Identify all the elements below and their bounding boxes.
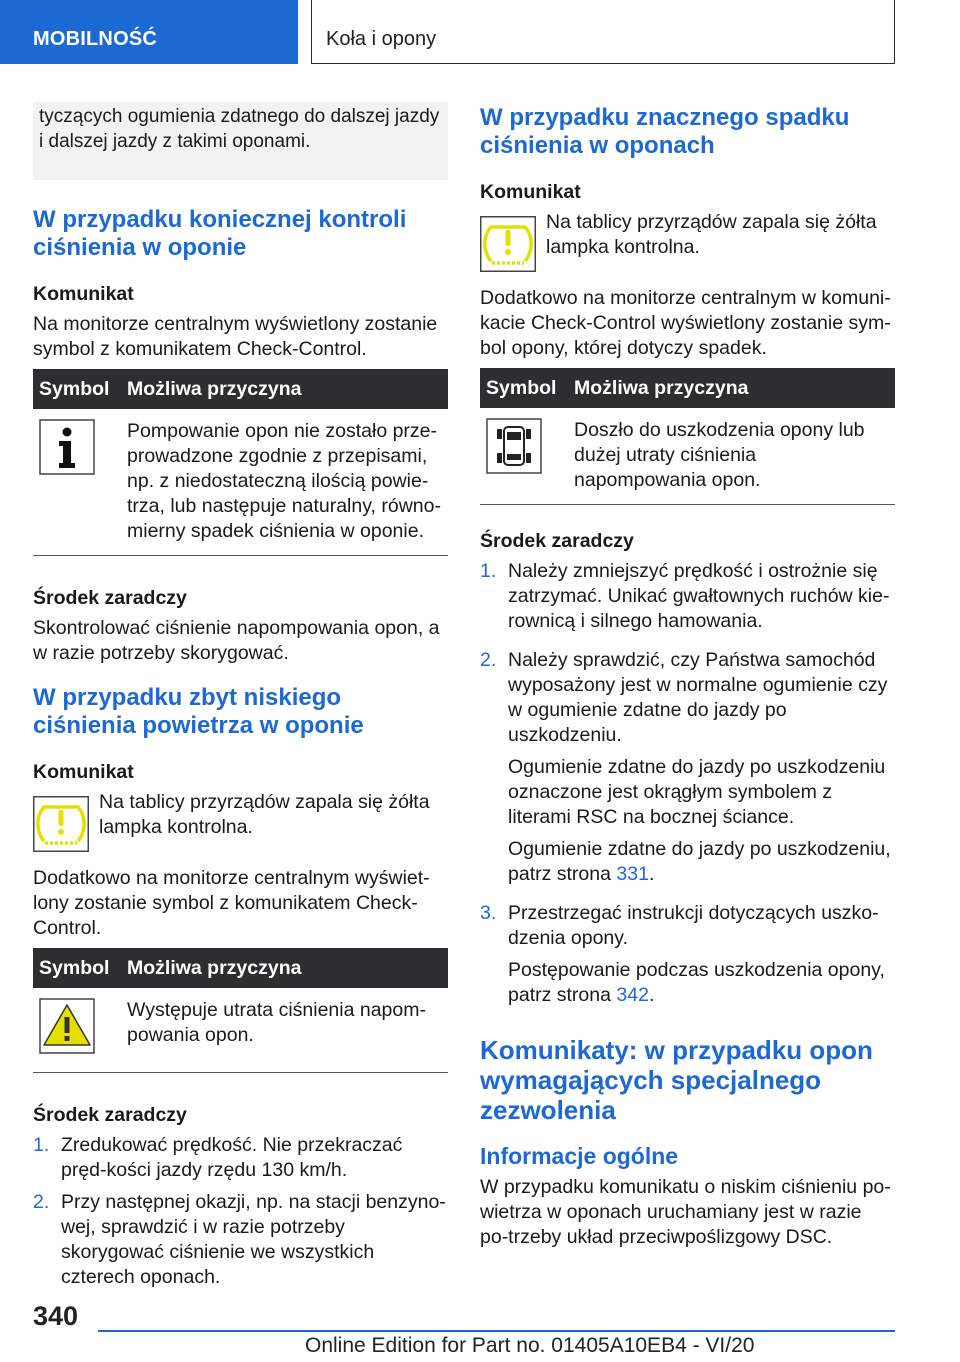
label-komunikat: Komunikat [33, 283, 134, 305]
right-column [480, 102, 895, 1257]
step-text: Należy zmniejszyć prędkość i ostrożnie się zatrzymać. Unikać gwałtownych ruchów kie-rownicą i silnego hamowania. [508, 560, 890, 632]
edition-footer: Online Edition for Part no. 01405A10EB4 - VI/20 [305, 1334, 755, 1357]
remedy-steps [33, 1133, 448, 1290]
paragraph: Dodatkowo na monitorze centralnym wyświet-lony zostanie symbol z komunikatem Check-Control. [33, 867, 430, 939]
list-item: 3. Przestrzegać instrukcji dotyczących uszko-dzenia opony. Postępowanie podczas uszkodzenia opony, patrz strona 342. [480, 901, 895, 1015]
step-text: Przy następnej okazji, np. na stacji benzyno-wej, sprawdzić i w razie potrzeby skorygować ciśnienie we wszystkich czterech oponach. [61, 1191, 446, 1288]
label-komunikat: Komunikat [480, 181, 581, 203]
paragraph: Skontrolować ciśnienie napompowania opon, a w razie potrzeby skorygować. [33, 617, 440, 664]
label-remedy: Środek zaradczy [33, 1104, 187, 1126]
heading-pressure-check: W przypadku koniecznej kontroli ciśnienia w oponie [33, 206, 407, 261]
cause-text: Doszło do uszkodzenia opony lub dużej utraty ciśnienia napompowania opon. [568, 408, 895, 505]
th-symbol: Symbol [33, 369, 121, 409]
paragraph: Dodatkowo na monitorze centralnym w komuni-kacie Check-Control wyświetlony zostanie sym-bol opony, której dotyczy spadek. [480, 287, 891, 359]
th-symbol: Symbol [480, 368, 568, 408]
th-cause: Możliwa przyczyna [121, 369, 448, 409]
list-item [33, 1190, 448, 1290]
step-text: Ogumienie zdatne do jazdy po uszkodzeniu, patrz strona [508, 838, 891, 885]
paragraph: Na monitorze centralnym wyświetlony zostanie symbol z komunikatem Check-Control. [33, 313, 438, 360]
step-number: 2. [33, 1191, 50, 1213]
message-text: Na tablicy przyrządów zapala się żółta lampka kontrolna. [546, 211, 877, 258]
left-column [33, 102, 448, 1297]
section-tab: MOBILNOŚĆ [0, 0, 298, 64]
list-item: 2. Należy sprawdzić, czy Państwa samochód wyposażony jest w normalne ogumienie czy w ogumienie zdatne do jazdy po uszkodzeniu. Ogumienie zdatne do jazdy po uszkodzeniu oznaczone jest okrągłym symbolem z literami RSC na bocznej ściance. Ogumienie zdatne do jazdy po uszkodzeniu, patrz strona 331. [480, 648, 895, 894]
label-remedy: Środek zaradczy [480, 530, 634, 552]
message-row [33, 790, 448, 852]
tire-pressure-warning-icon [33, 796, 89, 852]
th-symbol: Symbol [33, 948, 121, 988]
step-text: Należy sprawdzić, czy Państwa samochód wyposażony jest w normalne ogumienie czy w ogumienie zdatne do jazdy po uszkodzeniu. [508, 649, 888, 746]
table-row [480, 408, 895, 505]
remedy-steps [480, 559, 895, 1015]
heading-significant-drop: W przypadku znacznego spadku ciśnienia w oponach [480, 104, 850, 159]
heading-low-pressure: W przypadku zbyt niskiego ciśnienia powietrza w oponie [33, 684, 364, 739]
page-number: 340 [33, 1301, 79, 1331]
list-item [33, 1133, 448, 1183]
car-tire-damage-icon [486, 418, 542, 474]
step-text: Przestrzegać instrukcji dotyczących uszko-dzenia opony. [508, 902, 879, 949]
page-link-342[interactable]: 342 [616, 984, 649, 1006]
list-item [480, 559, 895, 641]
cause-text: Pompowanie opon nie zostało prze-prowadzone zgodnie z przepisami, np. z niedostateczną ilością powie-trza, lub następuje naturalny, równo-mierny spadek ciśnienia w oponie. [121, 409, 448, 556]
symbol-table [480, 368, 895, 505]
step-text: Postępowanie podczas uszkodzenia opony, patrz strona [508, 959, 885, 1006]
cause-text: Występuje utrata ciśnienia napom-powania opon. [121, 988, 448, 1073]
step-number: 2. [480, 649, 497, 671]
continued-note: tyczących ogumienia zdatnego do dalszej jazdy i dalszej jazdy z takimi oponami. [33, 102, 448, 180]
th-cause: Możliwa przyczyna [121, 948, 448, 988]
step-number: 1. [480, 560, 497, 582]
footer-divider [98, 1330, 895, 1332]
message-row [480, 210, 895, 272]
table-row [33, 988, 448, 1073]
label-komunikat: Komunikat [33, 761, 134, 783]
message-text: Na tablicy przyrządów zapala się żółta lampka kontrolna. [99, 791, 430, 838]
label-remedy: Środek zaradczy [33, 587, 187, 609]
warning-triangle-icon [39, 998, 95, 1054]
step-text: Ogumienie zdatne do jazdy po uszkodzeniu oznaczone jest okrągłym symbolem z literami RSC na bocznej ściance. [508, 756, 886, 828]
heading-special-tires: Komunikaty: w przypadku opon wymagających specjalnego zezwolenia [480, 1035, 873, 1125]
th-cause: Możliwa przyczyna [568, 368, 895, 408]
step-number: 1. [33, 1134, 50, 1156]
subheading-general-info: Informacje ogólne [480, 1143, 679, 1169]
info-icon [39, 419, 95, 475]
chapter-title: Koła i opony [311, 0, 895, 64]
symbol-table [33, 948, 448, 1073]
page-link-331[interactable]: 331 [616, 863, 649, 885]
symbol-table [33, 369, 448, 556]
step-text: Zredukować prędkość. Nie przekraczać pręd-kości jazdy rzędu 130 km/h. [61, 1134, 403, 1181]
table-row [33, 409, 448, 556]
step-number: 3. [480, 902, 497, 924]
paragraph: W przypadku komunikatu o niskim ciśnieniu po-wietrza w oponach uruchamiany jest w razie po-trzeby układ przeciwpoślizgowy DSC. [480, 1176, 891, 1248]
tire-pressure-warning-icon [480, 216, 536, 272]
